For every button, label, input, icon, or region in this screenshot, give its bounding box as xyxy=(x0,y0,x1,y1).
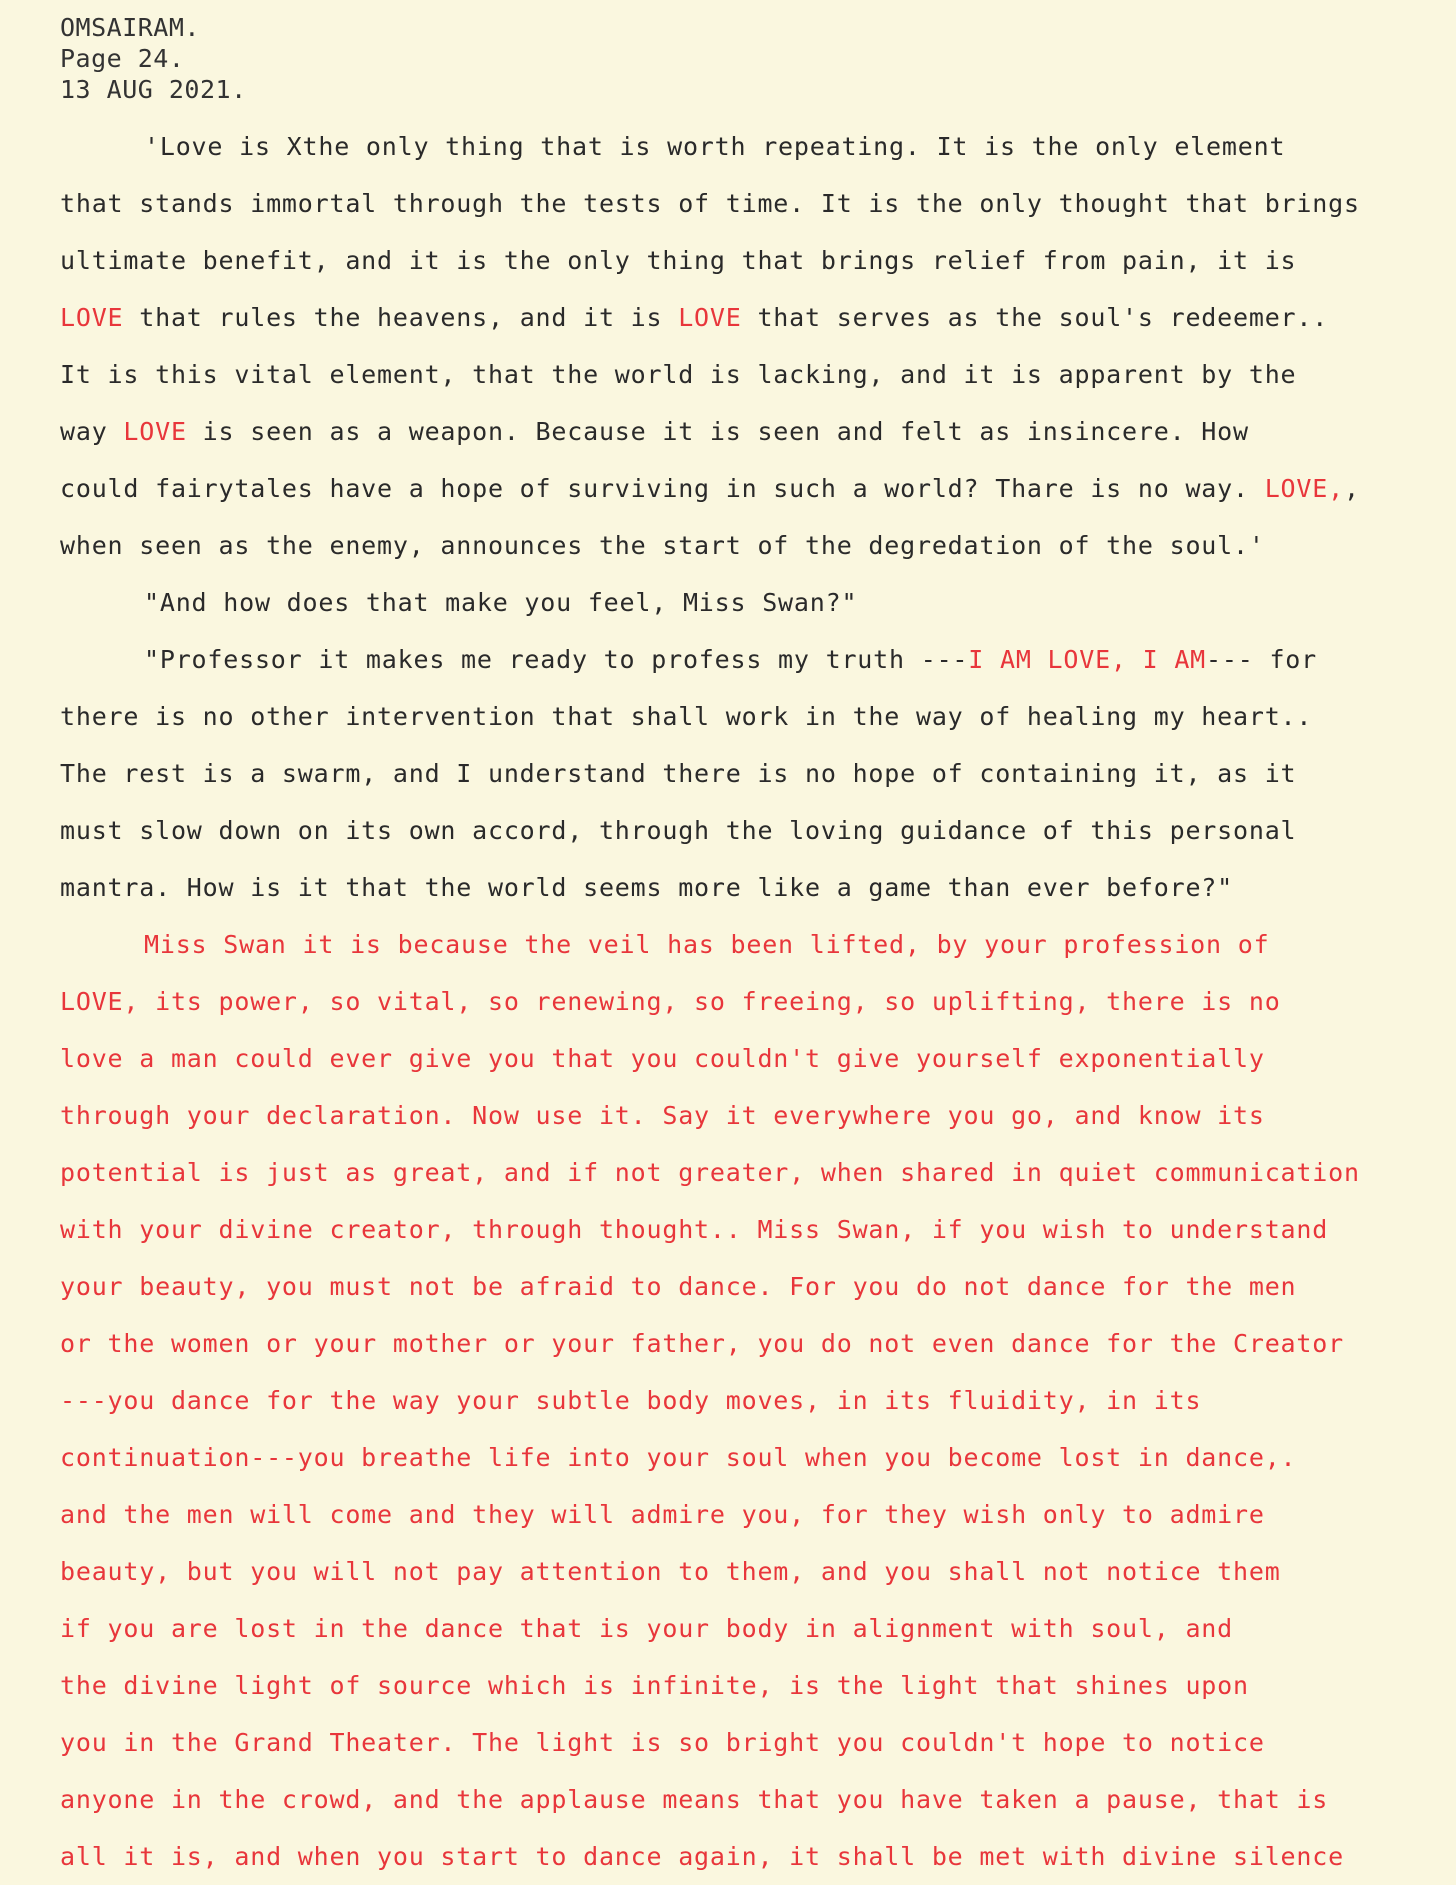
text-line xyxy=(60,574,1456,631)
text-line xyxy=(60,916,1456,973)
red-text-segment: or the women or your mother or your father, you do not even dance for the Creator xyxy=(60,1329,1344,1358)
text-segment: there is no other intervention that shall work in the way of healing my heart.. xyxy=(60,702,1313,731)
text-line xyxy=(60,1201,1456,1258)
page-header xyxy=(60,12,247,105)
red-text-segment: the divine light of source which is infinite, is the light that shines upon xyxy=(60,1671,1249,1700)
text-line xyxy=(60,1771,1456,1828)
red-text-segment: LOVE, its power, so vital, so renewing, so freeing, so uplifting, there is no xyxy=(60,987,1281,1016)
text-line xyxy=(60,802,1456,859)
header-title: OMSAIRAM. xyxy=(60,13,200,42)
text-line xyxy=(60,1486,1456,1543)
red-text-segment: love a man could ever give you that you couldn't give yourself exponentially xyxy=(60,1044,1265,1073)
text-segment: could fairytales have a hope of surviving in such a world? Thare is no way. xyxy=(60,474,1265,503)
text-segment: mantra. How is it that the world seems more like a game than ever before?" xyxy=(60,873,1233,902)
text-line xyxy=(60,517,1456,574)
text-line xyxy=(60,346,1456,403)
text-segment: , xyxy=(1343,474,1360,503)
text-line xyxy=(60,1600,1456,1657)
text-segment: way xyxy=(60,417,124,446)
red-text-segment: with your divine creator, through thought.. Miss Swan, if you wish to understand xyxy=(60,1215,1329,1244)
text-line xyxy=(60,631,1456,688)
text-segment: The rest is a swarm, and I understand there is no hope of containing it, as it xyxy=(60,759,1297,788)
text-segment: It is this vital element, that the world is lacking, and it is apparent by the xyxy=(60,360,1297,389)
red-text-segment: your beauty, you must not be afraid to dance. For you do not dance for the men xyxy=(60,1272,1297,1301)
text-line xyxy=(60,403,1456,460)
red-text-segment: all it is, and when you start to dance again, it shall be met with divine silence xyxy=(60,1842,1344,1871)
text-segment: 'Love is Xthe only thing that is worth repeating. It is the only element xyxy=(144,132,1286,161)
text-segment: --- for xyxy=(1206,645,1318,674)
text-line xyxy=(60,289,1456,346)
red-text-segment: LOVE xyxy=(60,303,124,332)
text-line xyxy=(60,460,1456,517)
text-segment: when seen as the enemy, announces the start of the degredation of the soul.' xyxy=(60,531,1265,560)
red-text-segment: potential is just as great, and if not greater, when shared in quiet communication xyxy=(60,1158,1360,1187)
text-line xyxy=(60,1144,1456,1201)
text-line xyxy=(60,1315,1456,1372)
red-text-segment: beauty, but you will not pay attention to them, and you shall not notice them xyxy=(60,1557,1281,1586)
text-segment: is seen as a weapon. Because it is seen and felt as insincere. How xyxy=(186,417,1249,446)
text-segment: that rules the heavens, and it is xyxy=(123,303,679,332)
text-line xyxy=(60,1087,1456,1144)
text-line xyxy=(60,1828,1456,1885)
text-line xyxy=(60,118,1456,175)
text-line xyxy=(60,1543,1456,1600)
text-line xyxy=(60,1372,1456,1429)
text-line xyxy=(60,1030,1456,1087)
text-line xyxy=(60,973,1456,1030)
red-text-segment: through your declaration. Now use it. Say it everywhere you go, and know its xyxy=(60,1101,1265,1130)
body-text xyxy=(60,118,1456,1885)
text-segment: that serves as the soul's redeemer.. xyxy=(741,303,1329,332)
red-text-segment: Miss Swan it is because the veil has been lifted, by your profession of xyxy=(144,930,1270,959)
text-line xyxy=(60,175,1456,232)
header-date: 13 AUG 2021. xyxy=(60,75,247,104)
text-segment: that stands immortal through the tests of time. It is the only thought that brings xyxy=(60,189,1360,218)
text-line xyxy=(60,232,1456,289)
red-text-segment: continuation---you breathe life into your soul when you become lost in dance,. xyxy=(60,1443,1297,1472)
text-line xyxy=(60,1258,1456,1315)
text-line xyxy=(60,859,1456,916)
text-segment: ultimate benefit, and it is the only thing that brings relief from pain, it is xyxy=(60,246,1297,275)
red-text-segment: I AM LOVE, I AM xyxy=(968,645,1207,674)
text-line xyxy=(60,1714,1456,1771)
text-line xyxy=(60,745,1456,802)
text-line xyxy=(60,1429,1456,1486)
red-text-segment: ---you dance for the way your subtle body moves, in its fluidity, in its xyxy=(60,1386,1202,1415)
header-page-number: Page 24. xyxy=(60,44,185,73)
red-text-segment: you in the Grand Theater. The light is so bright you couldn't hope to notice xyxy=(60,1728,1265,1757)
text-line xyxy=(60,1657,1456,1714)
text-segment: "And how does that make you feel, Miss Swan?" xyxy=(144,588,858,617)
red-text-segment: anyone in the crowd, and the applause means that you have taken a pause, that is xyxy=(60,1785,1329,1814)
text-segment: must slow down on its own accord, through the loving guidance of this personal xyxy=(60,816,1297,845)
red-text-segment: if you are lost in the dance that is your body in alignment with soul, and xyxy=(60,1614,1233,1643)
red-text-segment: LOVE xyxy=(123,417,187,446)
red-text-segment: and the men will come and they will admire you, for they wish only to admire xyxy=(60,1500,1265,1529)
text-line xyxy=(60,688,1456,745)
text-segment: "Professor it makes me ready to profess my truth --- xyxy=(144,645,969,674)
red-text-segment: LOVE xyxy=(678,303,742,332)
red-text-segment: LOVE, xyxy=(1264,474,1344,503)
